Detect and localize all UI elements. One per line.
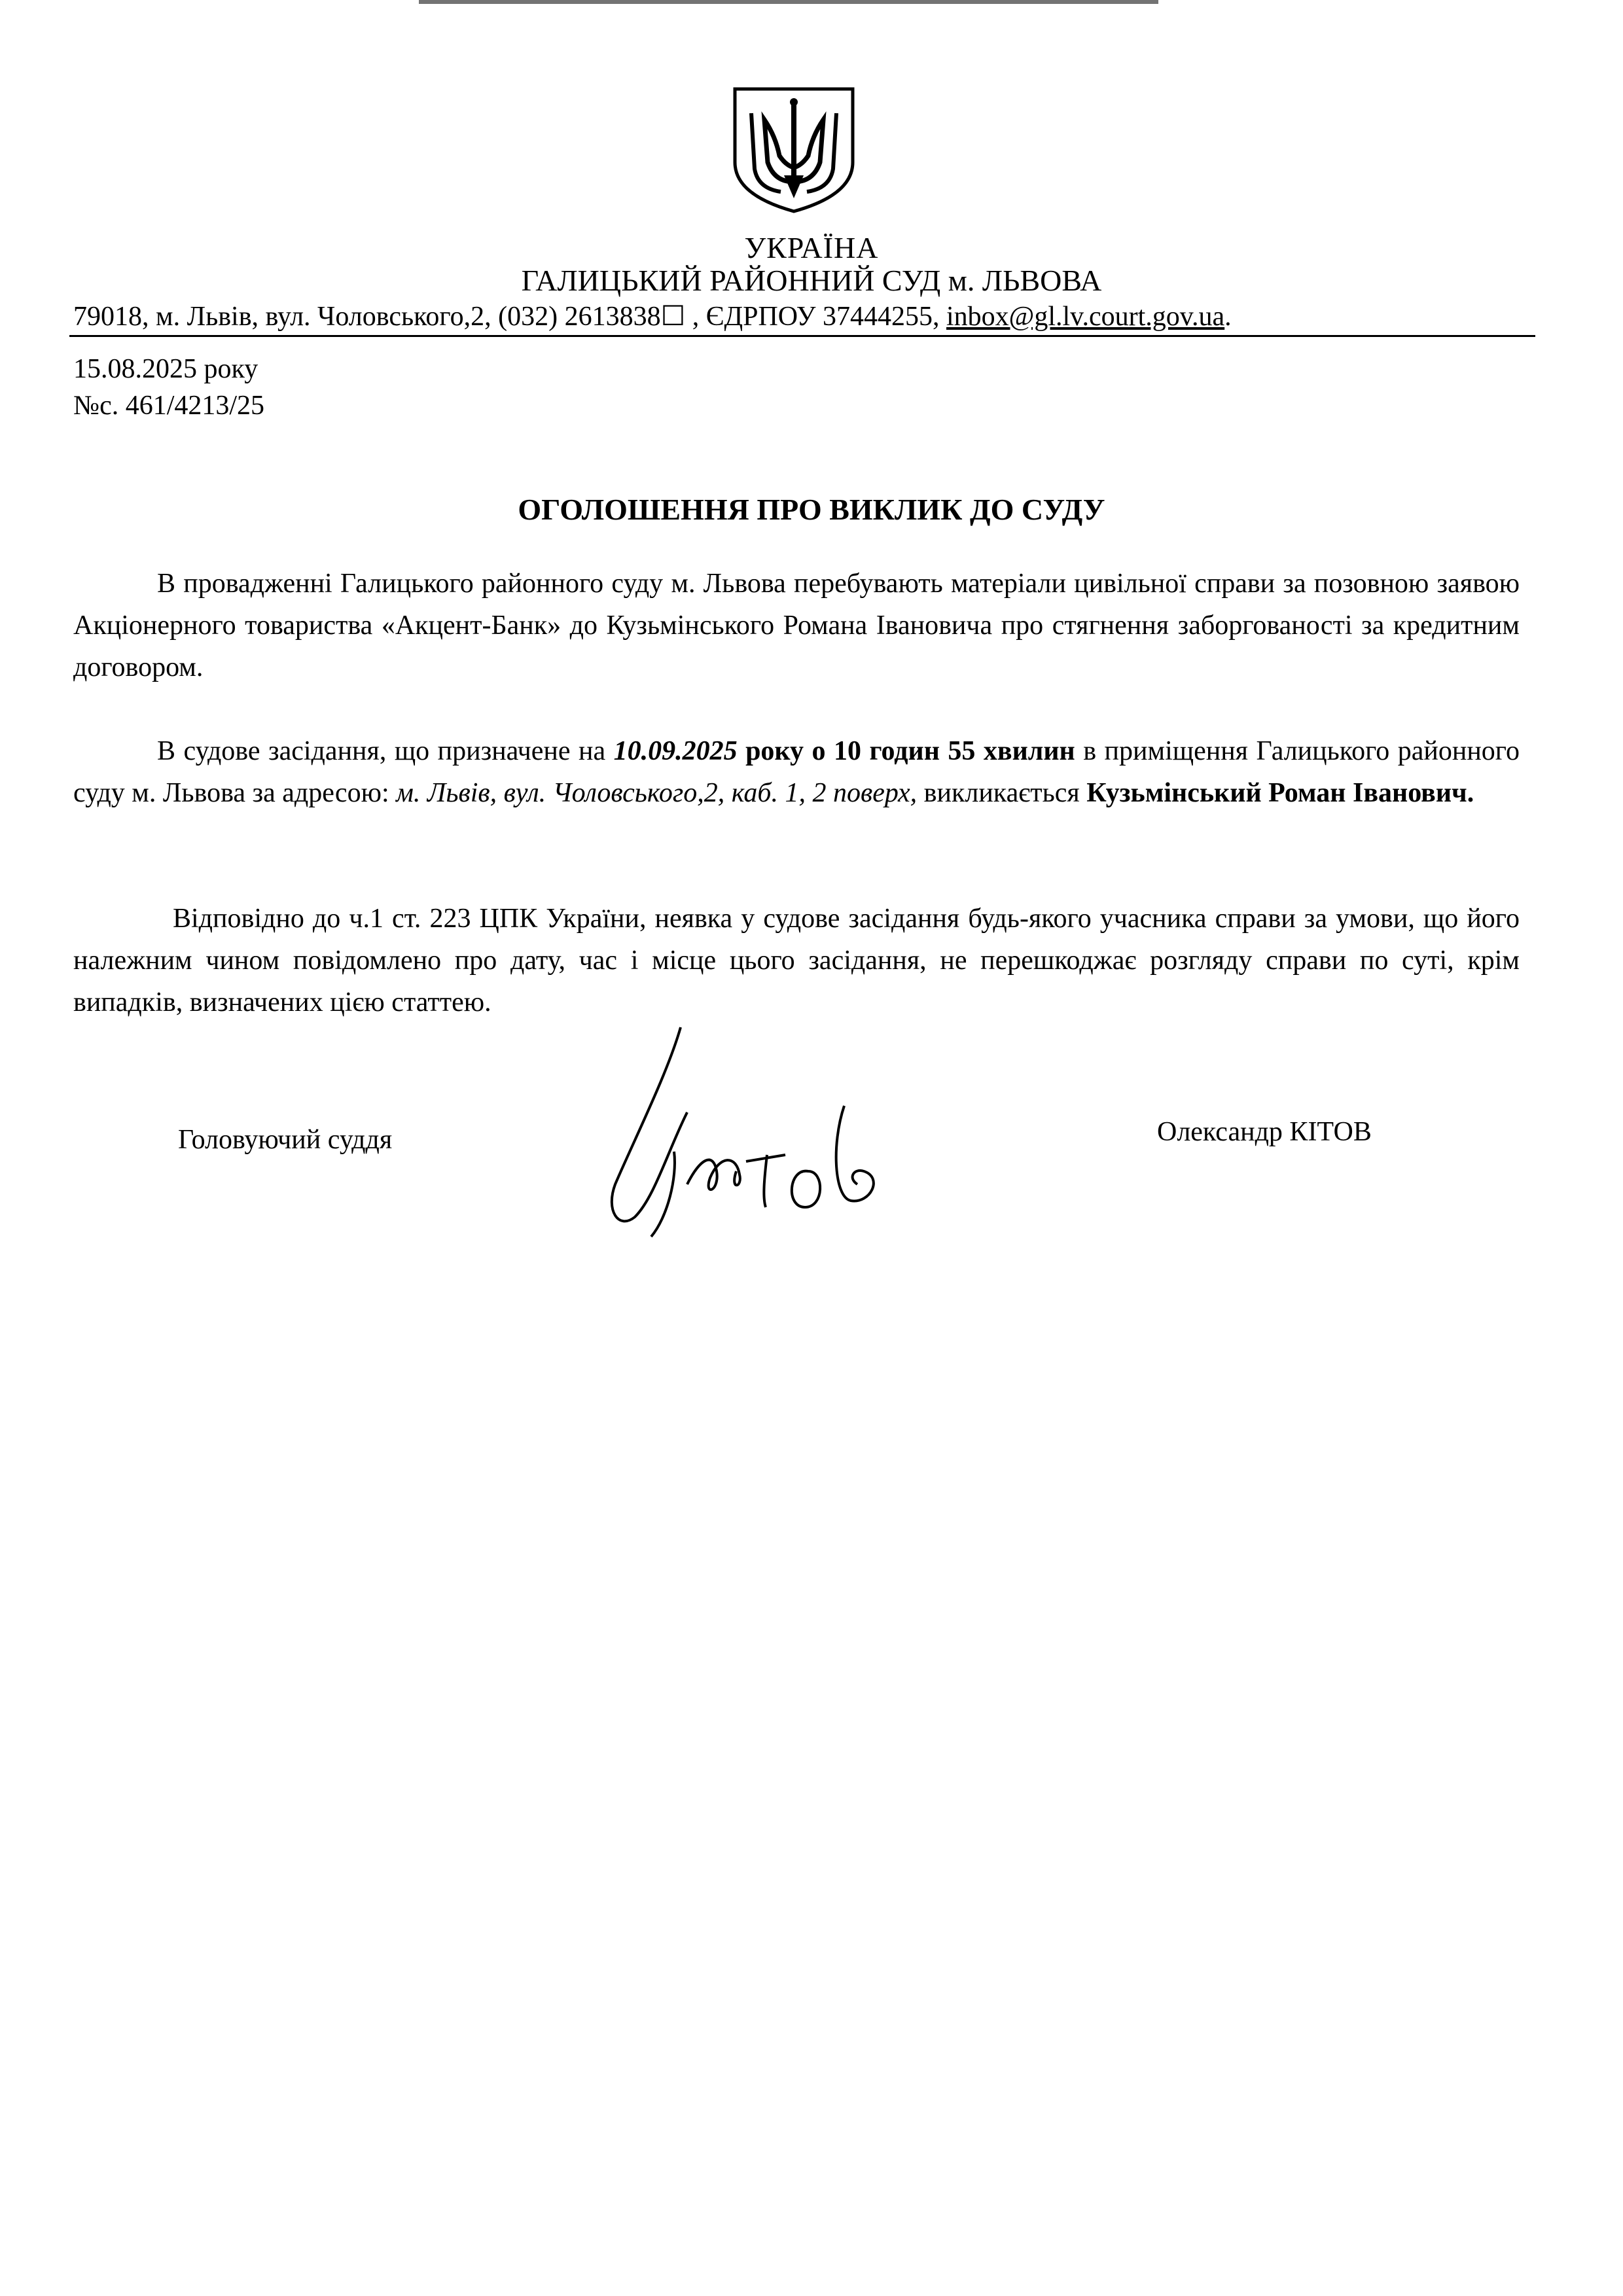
email-link[interactable]: inbox@gl.lv.court.gov.ua xyxy=(946,302,1225,332)
summons-text-3: викликається xyxy=(917,778,1087,808)
summons-text-2: в приміщення Галицького районного суду м. Львова за адресою: xyxy=(73,736,1520,808)
paragraph-legal-notice: Відповідно до ч.1 ст. 223 ЦПК України, неявка у судове засідання будь-якого учасника справи за умови, що його належним чином повідомлено про дату, час і місце цього засідання, не перешкоджає розгляду справи по суті, крім випадків, визначених цією статтею. xyxy=(73,904,1520,1017)
hearing-address: м. Львів, вул. Чоловського,2, каб. 1, 2 поверх, xyxy=(396,778,918,808)
judge-name: Олександр КІТОВ xyxy=(1157,1117,1372,1147)
document-title: ОГОЛОШЕННЯ ПРО ВИКЛИК ДО СУДУ xyxy=(518,493,1105,526)
scan-artifact-line xyxy=(419,0,1158,4)
header-divider xyxy=(69,335,1535,337)
document-date: 15.08.2025 року xyxy=(73,354,259,384)
hearing-time: року о 10 годин 55 хвилин xyxy=(737,736,1075,766)
coat-of-arms-icon xyxy=(728,84,859,215)
contacts-suffix: . xyxy=(1224,302,1232,332)
paragraph-summons xyxy=(73,730,1520,814)
court-contacts xyxy=(73,300,1526,332)
handwritten-signature xyxy=(589,1021,929,1256)
summoned-person: Кузьмінський Роман Іванович. xyxy=(1086,778,1474,808)
court-name: ГАЛИЦЬКИЙ РАЙОННИЙ СУД м. ЛЬВОВА xyxy=(521,264,1102,297)
case-number: №с. 461/4213/25 xyxy=(73,391,265,421)
hearing-date: 10.09.2025 xyxy=(613,736,738,766)
judge-label: Головуючий суддя xyxy=(178,1125,393,1155)
summons-text-1: В судове засідання, що призначене на xyxy=(157,736,614,766)
country-heading: УКРАЇНА xyxy=(744,231,879,264)
contacts-text: 79018, м. Львів, вул. Чоловського,2, (032) 2613838☐ , ЄДРПОУ 37444255, xyxy=(73,302,946,332)
paragraph-proceedings: В провадженні Галицького районного суду м. Львова перебувають матеріали цивільної справи за позовною заявою Акціонерного товариства «Акцент-Банк» до Кузьмінського Романа Івановича про стягнення заборгованості за кредитним договором. xyxy=(73,569,1520,682)
